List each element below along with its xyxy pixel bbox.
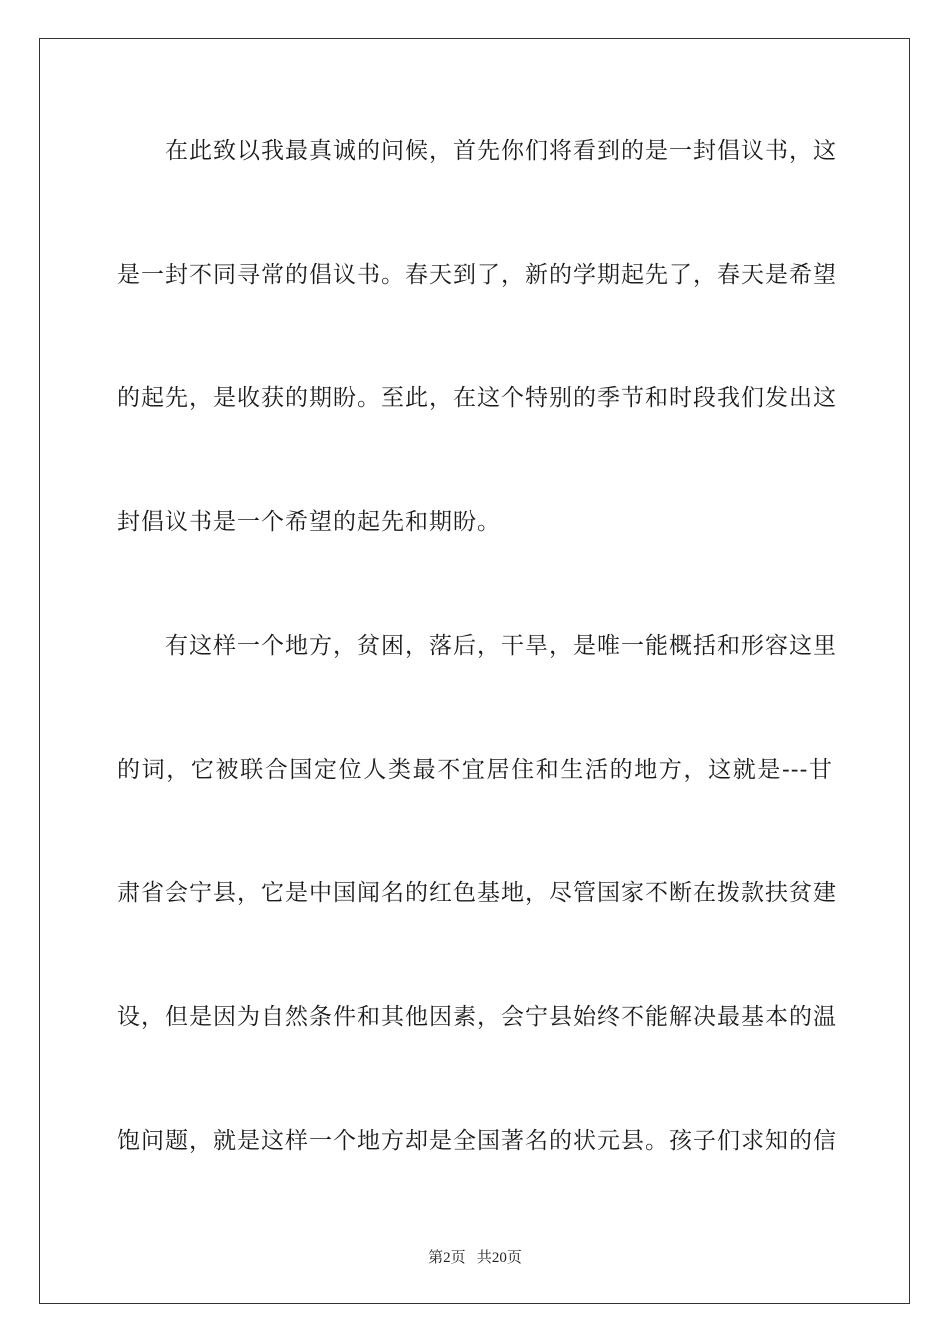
- paragraph-1-line-4: 封倡议书是一个希望的起先和期盼。: [117, 509, 501, 535]
- paragraph-2-line-2: 的词，它被联合国定位人类最不宜居住和生活的地方，这就是---甘: [117, 757, 833, 783]
- paragraph-2-line-3: 肃省会宁县，它是中国闻名的红色基地，尽管国家不断在拨款扶贫建: [117, 880, 837, 906]
- page-border: [39, 38, 910, 1304]
- paragraph-2-line-1: 有这样一个地方，贫困，落后，干旱，是唯一能概括和形容这里: [165, 633, 837, 659]
- page-total: 共20页: [476, 1250, 522, 1266]
- paragraph-2-line-5: 饱问题，就是这样一个地方却是全国著名的状元县。孩子们求知的信: [117, 1128, 837, 1154]
- paragraph-1-line-2: 是一封不同寻常的倡议书。春天到了，新的学期起先了，春天是希望: [117, 262, 837, 288]
- page-footer: [0, 1246, 950, 1267]
- page-number: 第2页: [428, 1250, 466, 1266]
- paragraph-1-line-3: 的起先，是收获的期盼。至此，在这个特别的季节和时段我们发出这: [117, 385, 837, 411]
- paragraph-2-line-4: 设，但是因为自然条件和其他因素，会宁县始终不能解决最基本的温: [117, 1004, 837, 1030]
- paragraph-1-line-1: 在此致以我最真诚的问候，首先你们将看到的是一封倡议书，这: [165, 138, 837, 164]
